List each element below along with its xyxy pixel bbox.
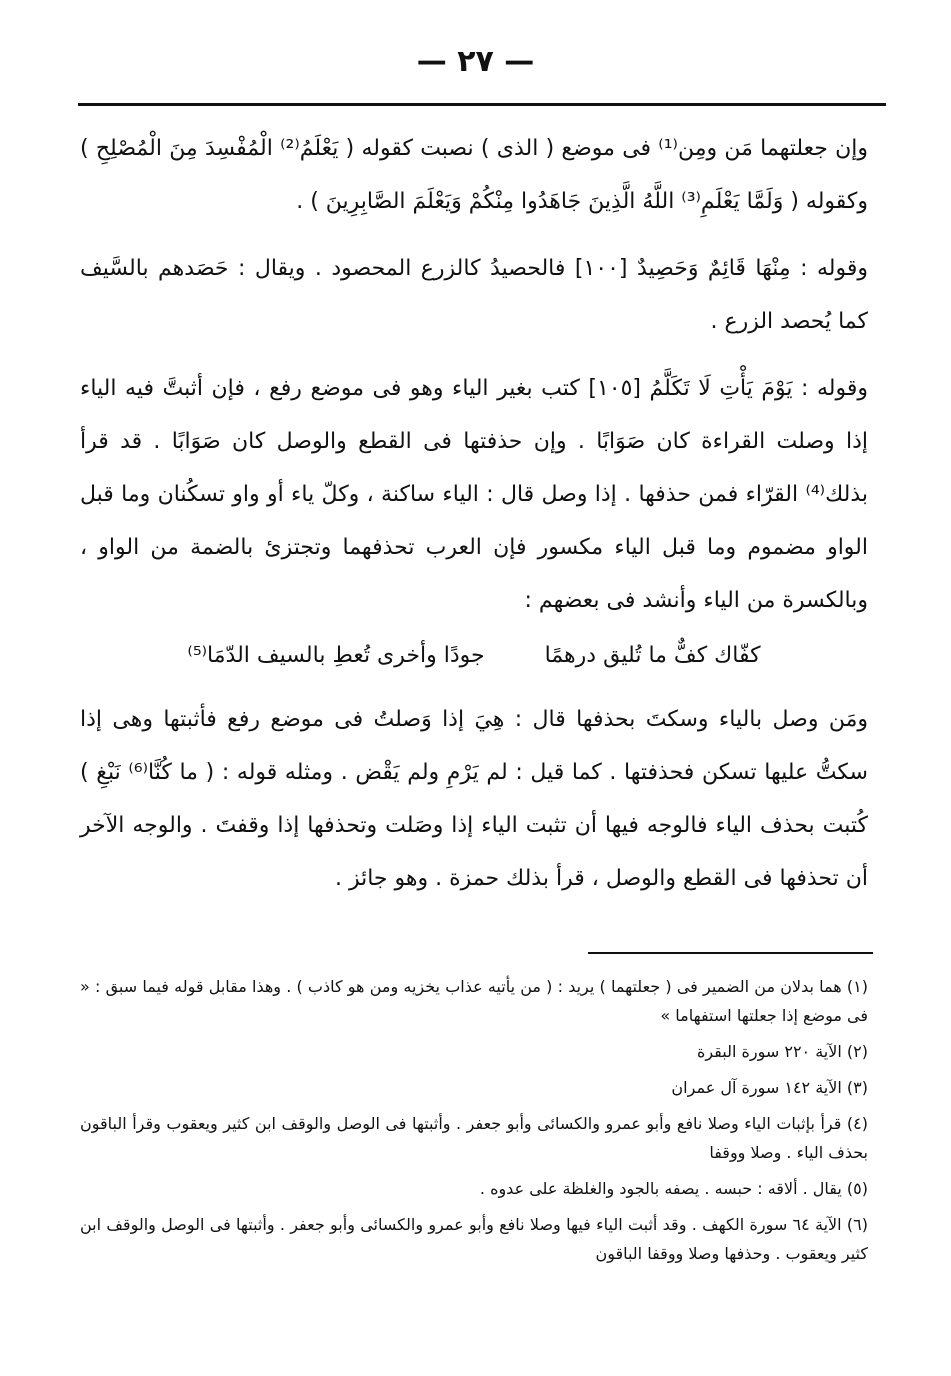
verse-hemistich-1: كفّاك كفٌّ ما تُليق درهمًا [544,643,761,668]
footnote-1: (١) هما بدلان من الضمير فى ( جعلتهما ) يريد : ( من يأتيه عذاب يخزيه ومن هو كاذب ) . وهذا مقابل قوله فيما سبق : « فى موضع إذا جعلتها استفهاما » [80,977,868,1025]
paragraph-4: ومَن وصل بالياء وسكتَ بحذفها قال : هِيَ إذا وَصلتُ فى موضع رفع فأثبتها وهى إذا سكتُّ عليها تسكن فحذفتها . كما قيل : لم يَرْمِ ولم يَقْض . ومثله قوله : ( ما كُنَّا⁽⁶⁾ نَبْغِ ) كُتبت بحذف الياء فالوجه فيها أن تثبت الياء إذا وصَلت وتحذفها إذا وقفتَ . والوجه الآخر أن تحذفها فى القطع والوصل ، قرأ بذلك حمزة . وهو جائز . [80,707,868,891]
verse-hemistich-2: جودًا وأخرى تُعطِ بالسيف الدّمَا⁽⁵⁾ [187,643,485,668]
footnote-6: (٦) الآية ٦٤ سورة الكهف . وقد أثبت الياء فيها وصلا نافع وأبو عمرو والكسائى وأبو جعفر . وأثبتها فى الوصل والوقف ابن كثير ويعقوب . وحذفها وصلا ووقفا الباقون [80,1215,868,1263]
footnote-5: (٥) يقال . ألاقه : حبسه . يصفه بالجود والغلظة على عدوه . [479,1179,868,1198]
footnote-4: (٤) قرأ بإثبات الياء وصلا نافع وأبو عمرو والكسائى وأبو جعفر . وأثبتها فى الوصل والوقف ابن كثير ويعقوب وقرأ الباقون بحذف الياء . وصلا ووقفا [80,1114,868,1162]
footnotes [80,972,868,1275]
page-number: — ٢٧ — [416,44,535,79]
footnote-divider [588,952,873,954]
paragraph-3: وقوله : يَوْمَ يَأْتِ لَا تَكَلَّمُ [١٠٥] كتب بغير الياء وهو فى موضع رفع ، فإن أثبتَّ فيه الياء إذا وصلت القراءة كان صَوَابًا . وإن حذفتها فى القطع والوصل كان صَوَابًا . قد قرأ بذلك⁽⁴⁾ القرّاء فمن حذفها . إذا وصل قال : الياء ساكنة ، وكلّ ياء أو واو تسكُنان وما قبل الواو مضموم وما قبل الياء مكسور فإن العرب تحذفهما وتجتزئ بالضمة من الواو ، وبالكسرة من الياء وأنشد فى بعضهم : [80,376,868,613]
paragraph-2: وقوله : مِنْهَا قَائِمٌ وَحَصِيدٌ [١٠٠] فالحصيدُ كالزرع المحصود . ويقال : حَصَدهم بالسَّيف كما يُحصد الزرع . [80,256,868,334]
main-text [80,122,868,919]
header-divider [78,103,886,106]
paragraph-1: وإن جعلتهما مَن ومِن⁽¹⁾ فى موضع ( الذى ) نصبت كقوله ( يَعْلَمُ⁽²⁾ الْمُفْسِدَ مِنَ الْمُصْلِحِ ) وكقوله ( وَلَمَّا يَعْلَمِ⁽³⁾ اللَّهُ الَّذِينَ جَاهَدُوا مِنْكُمْ وَيَعْلَمَ الصَّابِرِينَ ) . [80,136,868,214]
footnote-2: (٢) الآية ٢٢٠ سورة البقرة [696,1042,868,1061]
poetry-verse [80,631,868,681]
footnote-3: (٣) الآية ١٤٢ سورة آل عمران [671,1078,868,1097]
